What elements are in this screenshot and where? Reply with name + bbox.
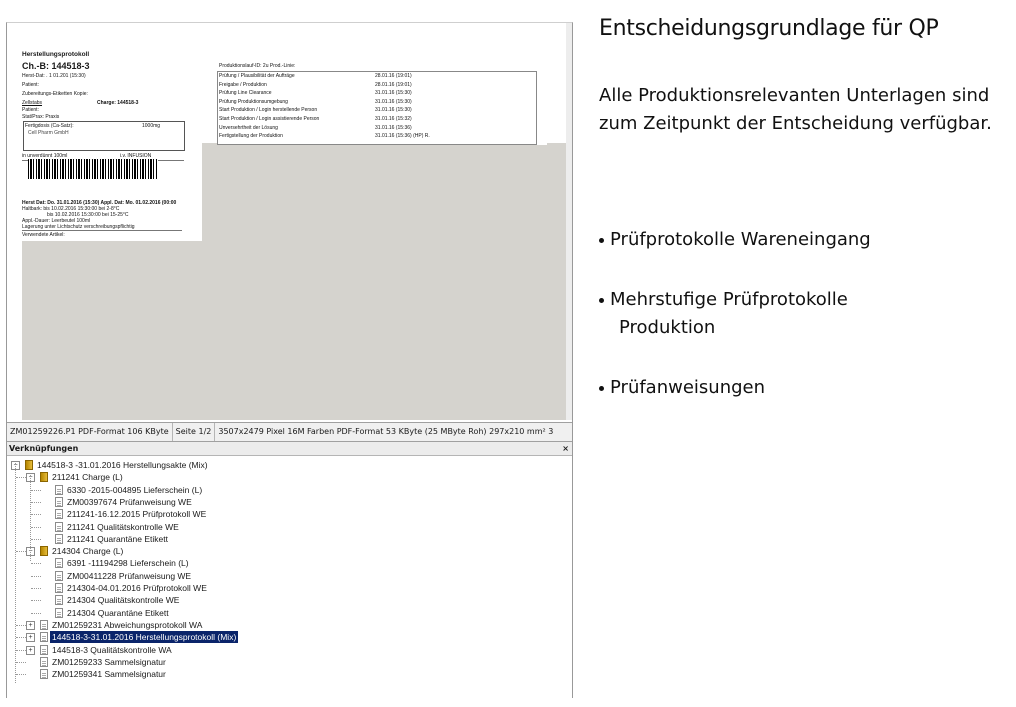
document-icon	[40, 657, 48, 667]
bullet-item	[599, 286, 999, 342]
slide-intro: Alle Produktionsrelevanten Unterlagen sind zum Zeitpunkt der Entscheidung verfügbar.	[599, 85, 992, 134]
doc-charge: Ch.-B: 144518-3	[22, 61, 90, 71]
viewer-scrollbar[interactable]	[566, 23, 572, 420]
tree-guide-line	[15, 463, 16, 683]
expand-icon[interactable]: +	[26, 621, 35, 630]
tree-connector	[31, 502, 41, 503]
tree-node-label[interactable]: 211241-16.12.2015 Prüfprotokoll WE	[67, 509, 207, 520]
label-haltbar-2: bis 10.02.2016 15:30:00 bei 15-25°C	[47, 212, 129, 218]
tree-connector	[31, 576, 41, 577]
prod-step: Prüfung Line Clearance	[219, 90, 272, 97]
tree-connector	[31, 490, 41, 491]
label-herst-line: Herst Dat: Do. 31.01.2016 (15:30) Appl. Dat: Mo. 01.02.2016 (00:00	[22, 200, 177, 206]
label-charge: Charge: 144518-3	[97, 100, 139, 106]
bullet-icon	[599, 298, 604, 303]
document-icon	[55, 558, 63, 568]
tree-node[interactable]	[7, 557, 567, 569]
tree-connector	[31, 539, 41, 540]
tree-node-label[interactable]: ZM01259231 Abweichungsprotokoll WA	[52, 619, 203, 630]
tree-node[interactable]	[7, 533, 567, 545]
tree-node[interactable]	[7, 619, 567, 631]
tree-node-label[interactable]: 211241 Quarantäne Etikett	[67, 533, 168, 544]
tree-connector	[31, 527, 41, 528]
label-verwendete: Verwendete Artikel:	[22, 232, 65, 238]
barcode	[28, 159, 158, 179]
tree-node-label[interactable]: ZM00411228 Prüfanweisung WE	[67, 570, 192, 581]
prod-step-time: 31.01.16 (15:30)	[375, 98, 412, 105]
tree-node-label[interactable]: 211241 Charge (L)	[52, 472, 123, 483]
prod-step: Prüfung / Plausibilität der Aufträge	[219, 73, 295, 79]
label-head: Zellstabs	[22, 100, 43, 106]
tree-node[interactable]	[7, 570, 567, 582]
bullet-text: Mehrstufige Prüfprotokolle	[610, 289, 848, 310]
doc-patient: Patient:	[22, 82, 39, 88]
label-firm: Cell Pharm GmbH	[28, 130, 69, 136]
tree-connector	[16, 662, 26, 663]
doc-title: Herstellungsprotokoll	[22, 51, 90, 58]
bullet-text: Prüfprotokolle Wareneingang	[610, 229, 871, 250]
prod-header: Produktionslauf-ID: 2u Prod.-Linie:	[219, 63, 296, 69]
tree-guide-line	[30, 475, 31, 555]
tree-connector	[31, 514, 41, 515]
label-appl-dauer: Appl.-Dauer: Leerbeutel 100ml	[22, 218, 91, 224]
tree-node-label[interactable]: 214304 Quarantäne Etikett	[67, 607, 169, 618]
prod-step-time: 31.01.16 (15:30)	[375, 107, 412, 114]
document-icon	[55, 608, 63, 618]
production-log	[217, 61, 547, 145]
tree-guide-line	[30, 555, 31, 561]
document-icon	[40, 632, 48, 642]
label-fertig: Fertigdosis (Ca-Satz):	[25, 123, 74, 129]
folder-icon	[40, 472, 48, 482]
tree-node-label[interactable]: 211241 Qualitätskontrolle WE	[67, 521, 179, 532]
bullet-item	[599, 374, 999, 402]
tree-node[interactable]	[7, 484, 567, 496]
prod-step: Fertigstellung der Produktion	[219, 133, 283, 140]
tree-connector	[31, 600, 41, 601]
tree-connector	[16, 551, 26, 552]
tree-node-label[interactable]: ZM01259233 Sammelsignatur	[52, 656, 166, 667]
tree-connector	[16, 625, 26, 626]
tree-connector	[16, 674, 26, 675]
tree-connector	[31, 563, 41, 564]
prod-step: Unversehrtheit der Lösung	[219, 124, 278, 131]
tree-node[interactable]	[7, 496, 567, 508]
prod-step: Prüfung Produktionsumgebung	[219, 98, 288, 105]
tree-node-label[interactable]: 214304 Charge (L)	[52, 546, 124, 557]
status-page: Seite 1/2	[173, 423, 216, 441]
document-icon	[55, 583, 63, 593]
tree-node-label[interactable]: 144518-3-31.01.2016 Herstellungsprotokoll (Mix)	[52, 632, 237, 643]
tree-node[interactable]	[7, 459, 567, 471]
label-patient: Patient:	[22, 107, 39, 113]
tree-node[interactable]	[7, 545, 567, 557]
status-file: ZM01259226.P1 PDF-Format 106 KByte	[7, 423, 173, 441]
label-infusion: i.v. INFUSION	[120, 153, 152, 159]
tree-node-label[interactable]: ZM00397674 Prüfanweisung WE	[67, 496, 192, 507]
tree-connector	[31, 613, 41, 614]
document-icon	[55, 522, 63, 532]
prod-step: Freigabe / Produktion	[219, 81, 267, 88]
document-icon	[55, 595, 63, 605]
document-icon	[40, 620, 48, 630]
tree-node[interactable]	[7, 631, 567, 643]
tree-node-label[interactable]: ZM01259341 Sammelsignatur	[52, 669, 166, 680]
links-panel-header	[7, 442, 572, 456]
close-icon[interactable]: ×	[562, 444, 569, 453]
prod-step-time: 28.01.16 (19:01)	[375, 81, 412, 88]
bullet-item	[599, 226, 999, 254]
document-icon	[55, 571, 63, 581]
document-preview[interactable]	[7, 23, 572, 420]
document-icon	[55, 497, 63, 507]
document-icon	[55, 509, 63, 519]
bullet-text-cont: Produktion	[619, 317, 716, 338]
doc-zubereitung: Zubereitungs-Etiketten Kopie:	[22, 91, 88, 97]
expand-icon[interactable]: +	[26, 633, 35, 642]
prod-step-time: 28.01.16 (19:01)	[375, 73, 412, 79]
document-icon	[40, 669, 48, 679]
tree-node[interactable]	[7, 471, 567, 483]
label-haltbar-1: Haltbark: bis 10.02.2016 15:30:00 bei 2-8°C	[22, 206, 120, 212]
prod-step: Start Produktion / Login herstellende Person	[219, 107, 318, 114]
label-divider-2	[22, 230, 182, 231]
tree-connector	[31, 588, 41, 589]
status-info: 3507x2479 Pixel 16M Farben PDF-Format 53 KByte (25 MByte Roh) 297x210 mm² 3	[218, 427, 554, 436]
links-title: Verknüpfungen	[9, 444, 79, 453]
tree-node[interactable]	[7, 607, 567, 619]
tree-node[interactable]	[7, 668, 567, 680]
tree-node[interactable]	[7, 508, 567, 520]
tree-node-label[interactable]: 144518-3 Qualitätskontrolle WA	[52, 644, 172, 655]
folder-icon	[40, 546, 48, 556]
collapse-icon[interactable]: −	[26, 547, 35, 556]
collapse-icon[interactable]: −	[11, 461, 20, 470]
document-icon	[40, 645, 48, 655]
prod-step-time: 31.01.16 (15:36) (HP) R.	[375, 133, 430, 140]
label-lagerung: Lagerung unter Lichtschutz verschreibungspflichtig	[22, 224, 135, 230]
links-tree	[7, 457, 572, 697]
prod-step: Start Produktion / Login assistierende Person	[219, 116, 320, 122]
collapse-icon[interactable]: −	[26, 473, 35, 482]
tree-node-label[interactable]: 214304 Qualitätskontrolle WE	[67, 595, 180, 606]
tree-node-label[interactable]: 214304-04.01.2016 Prüfprotokoll WE	[67, 583, 207, 593]
bullet-icon	[599, 386, 604, 391]
tree-node[interactable]	[7, 656, 567, 668]
bullet-icon	[599, 238, 604, 243]
document-icon	[55, 485, 63, 495]
slide-title: Entscheidungsgrundlage für QP	[599, 16, 939, 41]
document-viewer	[6, 22, 573, 698]
label-station: Stat/Prax: Praxis	[22, 114, 60, 120]
tree-node-label[interactable]: 6391 -11194298 Lieferschein (L)	[67, 558, 189, 569]
document-icon	[55, 534, 63, 544]
tree-connector	[16, 650, 26, 651]
folder-icon	[25, 460, 33, 470]
tree-node[interactable]	[7, 594, 567, 606]
label-loesung: in unverdünnt 100ml	[22, 153, 68, 159]
label-dose: 1000mg	[142, 123, 161, 129]
expand-icon[interactable]: +	[26, 646, 35, 655]
tree-node[interactable]	[7, 521, 567, 533]
bullet-text: Prüfanweisungen	[610, 377, 766, 398]
prod-step-time: 31.01.16 (15:30)	[375, 90, 412, 97]
status-bar	[7, 422, 572, 442]
prod-step-time: 31.01.16 (15:36)	[375, 124, 412, 131]
tree-node[interactable]	[7, 582, 567, 594]
tree-node-label[interactable]: 6330 -2015-004895 Lieferschein (L)	[67, 484, 203, 495]
tree-node[interactable]	[7, 644, 567, 656]
tree-connector	[16, 637, 26, 638]
tree-connector	[16, 477, 26, 478]
prod-step-time: 31.01.16 (15:32)	[375, 116, 412, 122]
label-copy-area	[22, 43, 202, 241]
tree-node-label[interactable]: 144518-3 -31.01.2016 Herstellungsakte (Mix)	[37, 460, 208, 470]
doc-herst-dat: Herst-Dat: . 1 01.201 (15:30)	[22, 73, 86, 79]
